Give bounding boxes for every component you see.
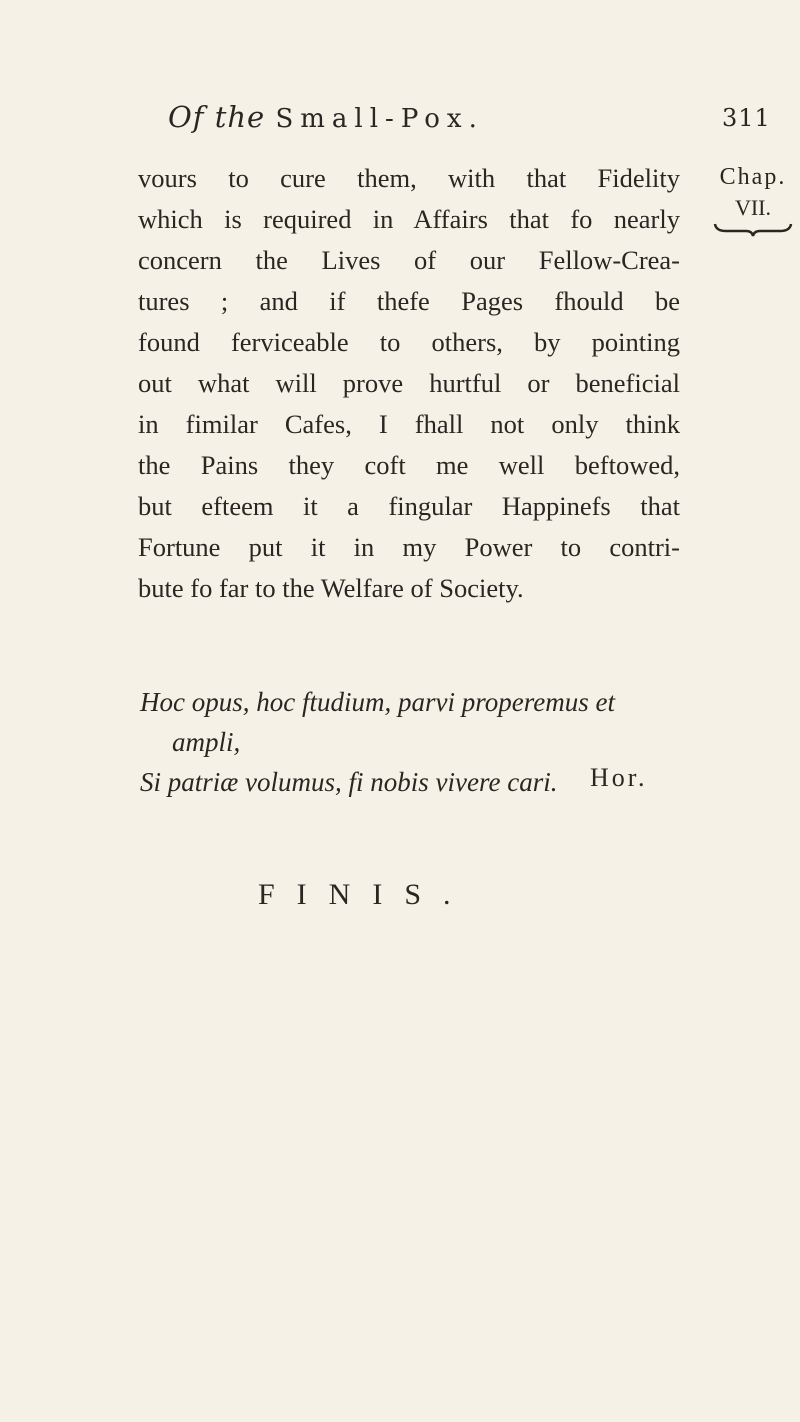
bracket-ornament-icon [712,222,794,238]
body-line: which is required in Affairs that fo nearly [138,204,680,234]
body-line: the Pains they coft me well beftowed, [138,450,680,480]
page-number: 311 [722,104,771,132]
running-head-caps: Small-Pox. [275,104,484,134]
body-line: vours to cure them, with that Fidelity [138,163,680,193]
finis-heading: FINIS. [258,878,473,911]
running-head-italic: Of the [168,100,266,134]
body-line: concern the Lives of our Fellow-Crea- [138,245,680,275]
body-line: Fortune put it in my Power to contri- [138,532,680,562]
body-line: out what will prove hurtful or beneficial [138,368,680,398]
body-paragraph [138,158,680,609]
body-line: but efteem it a fingular Happinefs that [138,491,680,521]
body-line: tures ; and if thefe Pages fhould be [138,286,680,316]
quotation-line: Hoc opus, hoc ftudium, parvi properemus et [140,687,615,717]
body-line: in fimilar Cafes, I fhall not only think [138,409,680,439]
margin-note [706,160,800,238]
quotation-line: Si patriæ volumus, fi nobis vivere cari. [140,767,558,797]
running-head [168,100,484,134]
chapter-number: VII. [734,195,772,220]
body-line: bute fo far to the Welfare of Society. [138,573,524,603]
quotation-line: ampli, [172,727,241,757]
quotation-attribution: Hor. [590,763,648,792]
chapter-label: Chap. [719,164,787,190]
body-line: found ferviceable to others, by pointing [138,327,680,357]
